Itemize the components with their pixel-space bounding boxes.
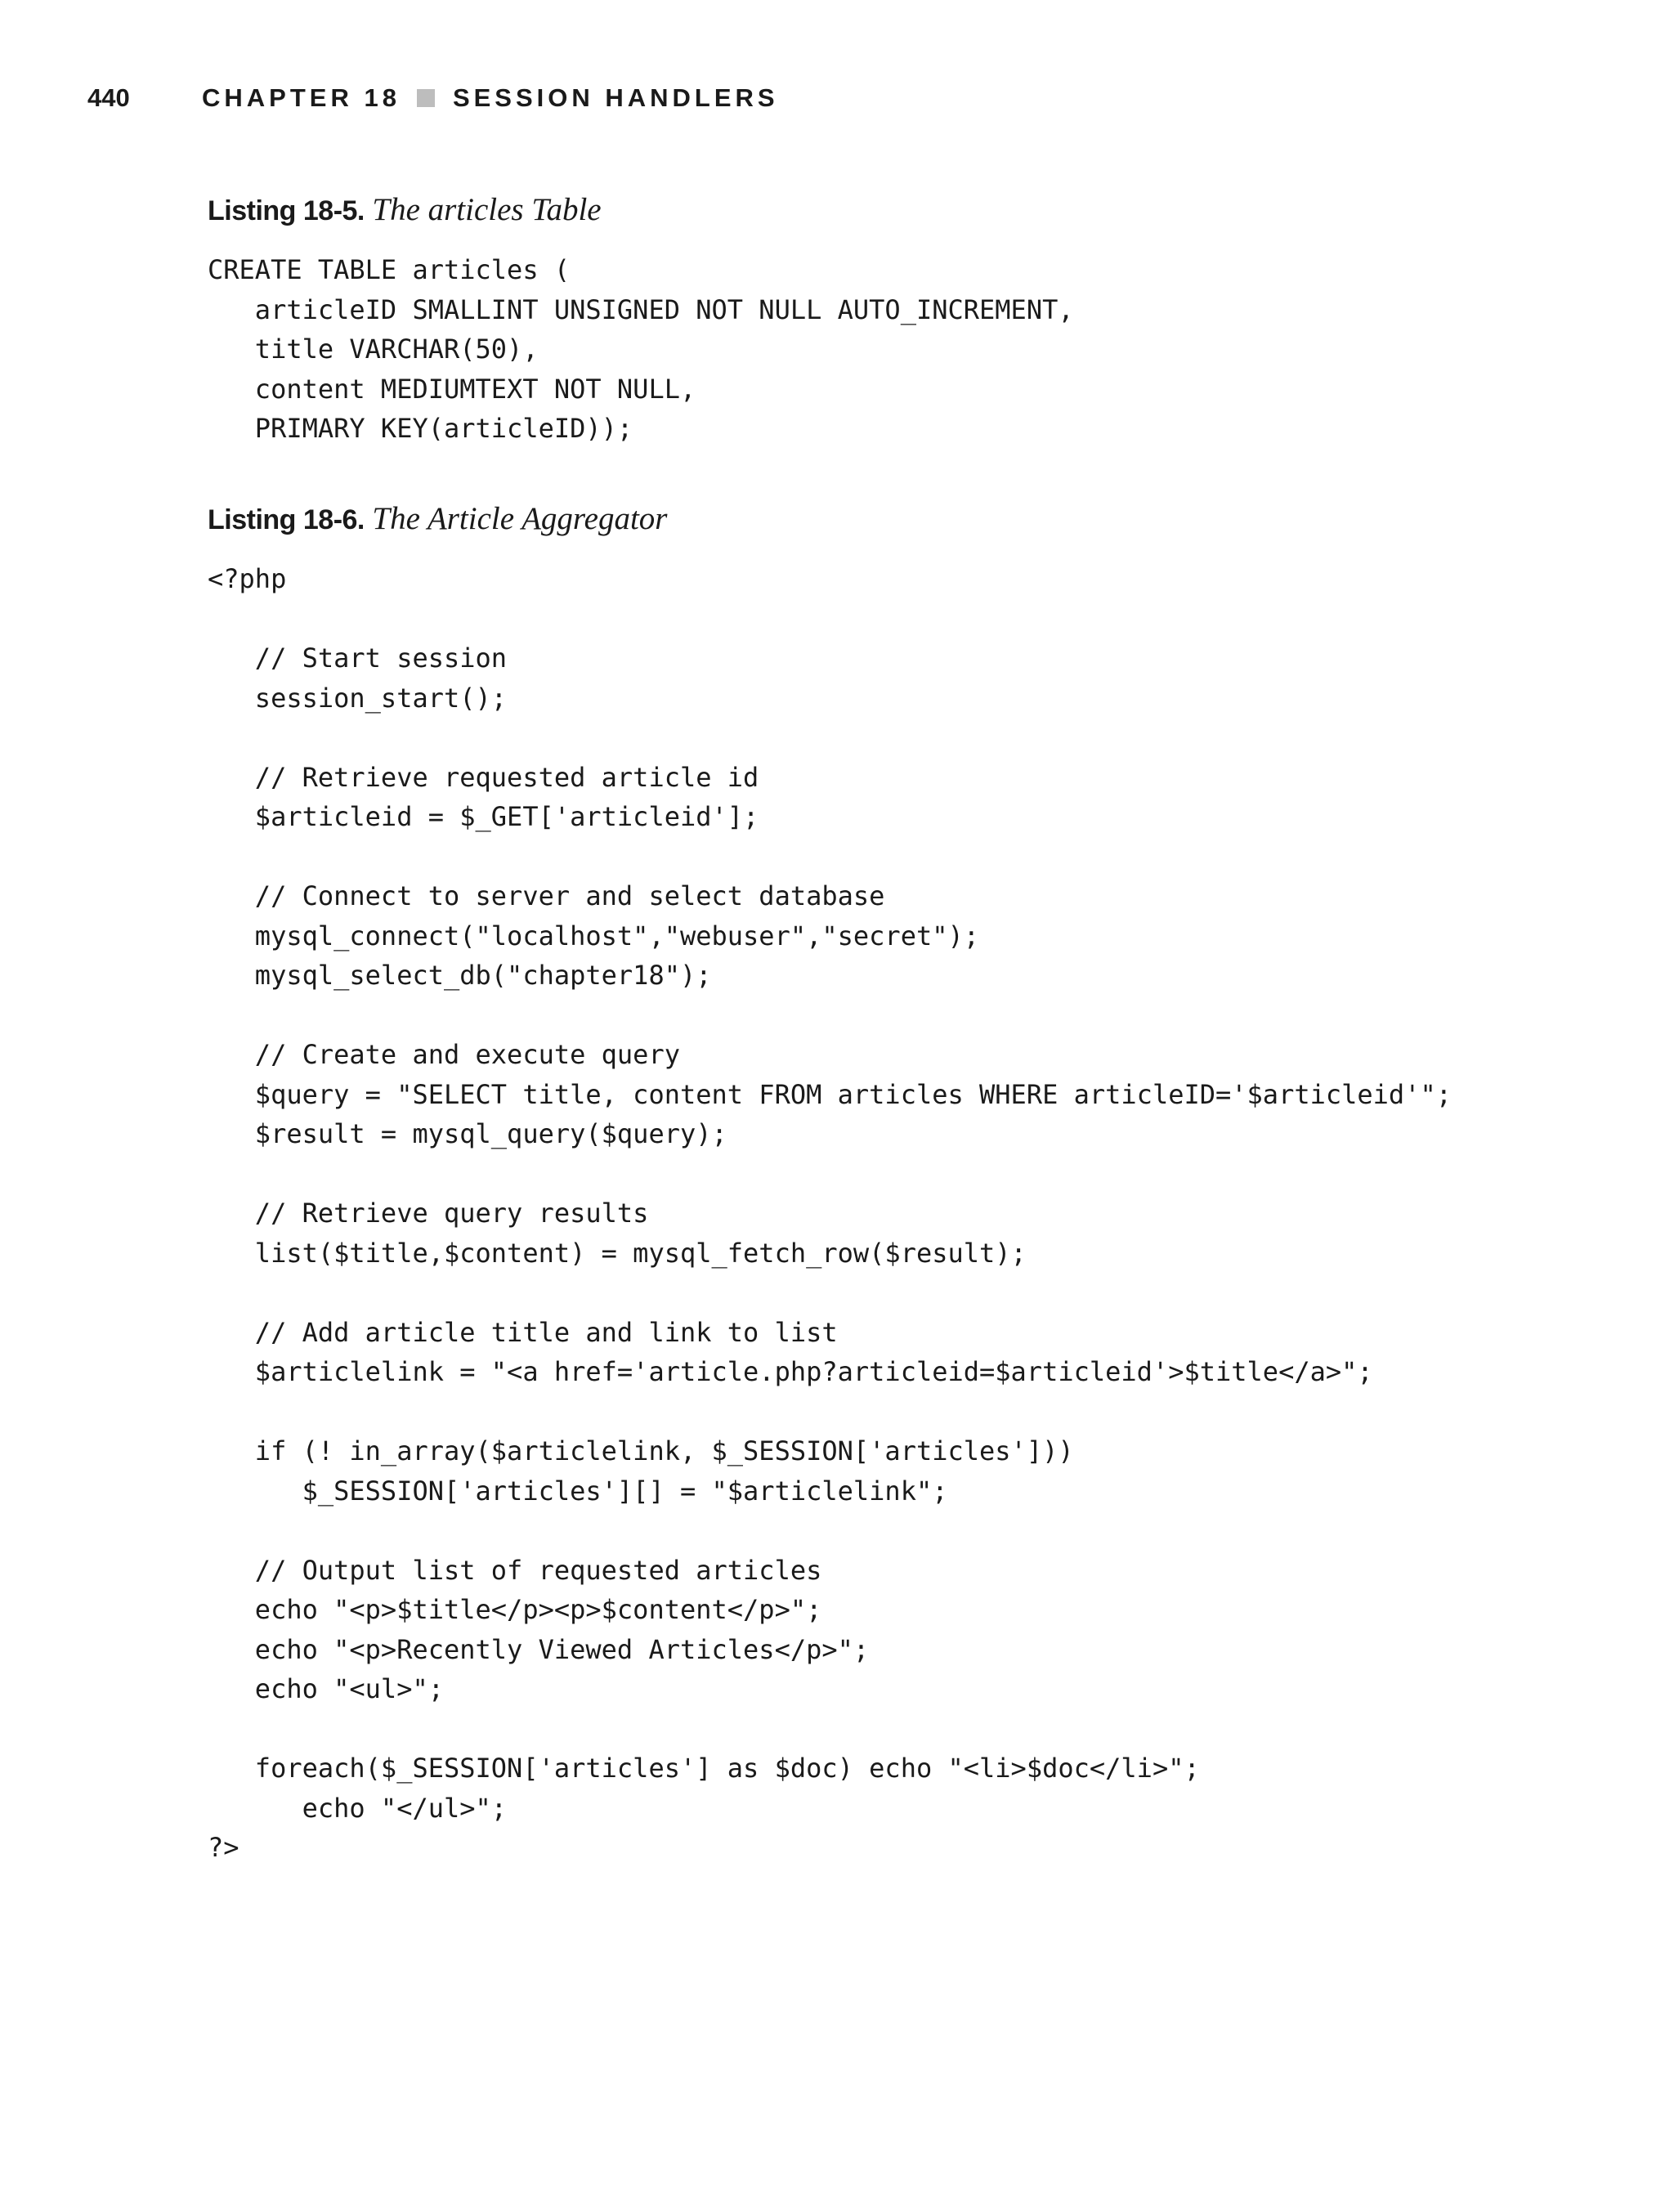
code-line: // Output list of requested articles bbox=[208, 1554, 822, 1586]
code-line: list($title,$content) = mysql_fetch_row($result); bbox=[208, 1237, 1027, 1269]
code-line bbox=[208, 1392, 1452, 1432]
code-line: mysql_connect("localhost","webuser","secret"); bbox=[208, 920, 980, 952]
code-line: if (! in_array($articlelink, $_SESSION['articles'])) bbox=[208, 1435, 1074, 1466]
code-line: echo "<p>$title</p><p>$content</p>"; bbox=[208, 1594, 822, 1625]
running-head bbox=[87, 80, 779, 116]
listing-caption bbox=[208, 190, 1074, 231]
code-line bbox=[208, 599, 1452, 639]
code-line: // Connect to server and select database bbox=[208, 880, 885, 911]
chapter-label: CHAPTER 18 bbox=[202, 83, 401, 112]
listing-18-6 bbox=[208, 499, 1452, 1868]
code-line: echo "</ul>"; bbox=[208, 1792, 508, 1824]
code-line: session_start(); bbox=[208, 682, 508, 714]
code-line: mysql_select_db("chapter18"); bbox=[208, 960, 712, 991]
page-number: 440 bbox=[87, 83, 130, 112]
code-line bbox=[208, 1273, 1452, 1313]
code-line: // Create and execute query bbox=[208, 1039, 680, 1070]
square-separator-icon bbox=[417, 89, 435, 107]
code-line: articleID SMALLINT UNSIGNED NOT NULL AUTO_INCREMENT, bbox=[208, 293, 1074, 325]
code-line: PRIMARY KEY(articleID)); bbox=[208, 413, 633, 444]
code-line: echo "<p>Recently Viewed Articles</p>"; bbox=[208, 1633, 870, 1665]
code-line: $articlelink = "<a href='article.php?articleid=$articleid'>$title</a>"; bbox=[208, 1356, 1373, 1387]
code-line: // Start session bbox=[208, 643, 508, 674]
code-line: // Retrieve query results bbox=[208, 1198, 649, 1229]
listing-caption bbox=[208, 499, 1452, 540]
code-line bbox=[208, 1154, 1452, 1194]
code-line bbox=[208, 718, 1452, 758]
code-line: // Add article title and link to list bbox=[208, 1316, 838, 1348]
code-line: $query = "SELECT title, content FROM articles WHERE articleID='$articleid'"; bbox=[208, 1078, 1452, 1110]
listing-title: The articles Table bbox=[372, 192, 602, 227]
listing-18-5 bbox=[208, 190, 1074, 449]
listing-title: The Article Aggregator bbox=[372, 501, 668, 536]
code-line: CREATE TABLE articles ( bbox=[208, 254, 571, 285]
code-line bbox=[208, 996, 1452, 1036]
code-line bbox=[208, 1511, 1452, 1551]
code-line: $articleid = $_GET['articleid']; bbox=[208, 801, 759, 832]
code-block bbox=[208, 559, 1452, 1868]
code-line: echo "<ul>"; bbox=[208, 1673, 444, 1704]
code-line: <?php bbox=[208, 563, 287, 594]
code-line: // Retrieve requested article id bbox=[208, 761, 759, 793]
listing-label: Listing 18-6. bbox=[208, 504, 365, 535]
code-line: ?> bbox=[208, 1832, 239, 1863]
code-line: title VARCHAR(50), bbox=[208, 334, 539, 365]
code-block bbox=[208, 250, 1074, 449]
code-line: foreach($_SESSION['articles'] as $doc) echo "<li>$doc</li>"; bbox=[208, 1753, 1200, 1784]
code-line: $_SESSION['articles'][] = "$articlelink"; bbox=[208, 1475, 948, 1507]
section-label: SESSION HANDLERS bbox=[452, 83, 779, 112]
code-line bbox=[208, 1709, 1452, 1749]
code-line: content MEDIUMTEXT NOT NULL, bbox=[208, 373, 696, 405]
listing-label: Listing 18-5. bbox=[208, 195, 365, 226]
code-line bbox=[208, 837, 1452, 877]
code-line: $result = mysql_query($query); bbox=[208, 1118, 727, 1149]
